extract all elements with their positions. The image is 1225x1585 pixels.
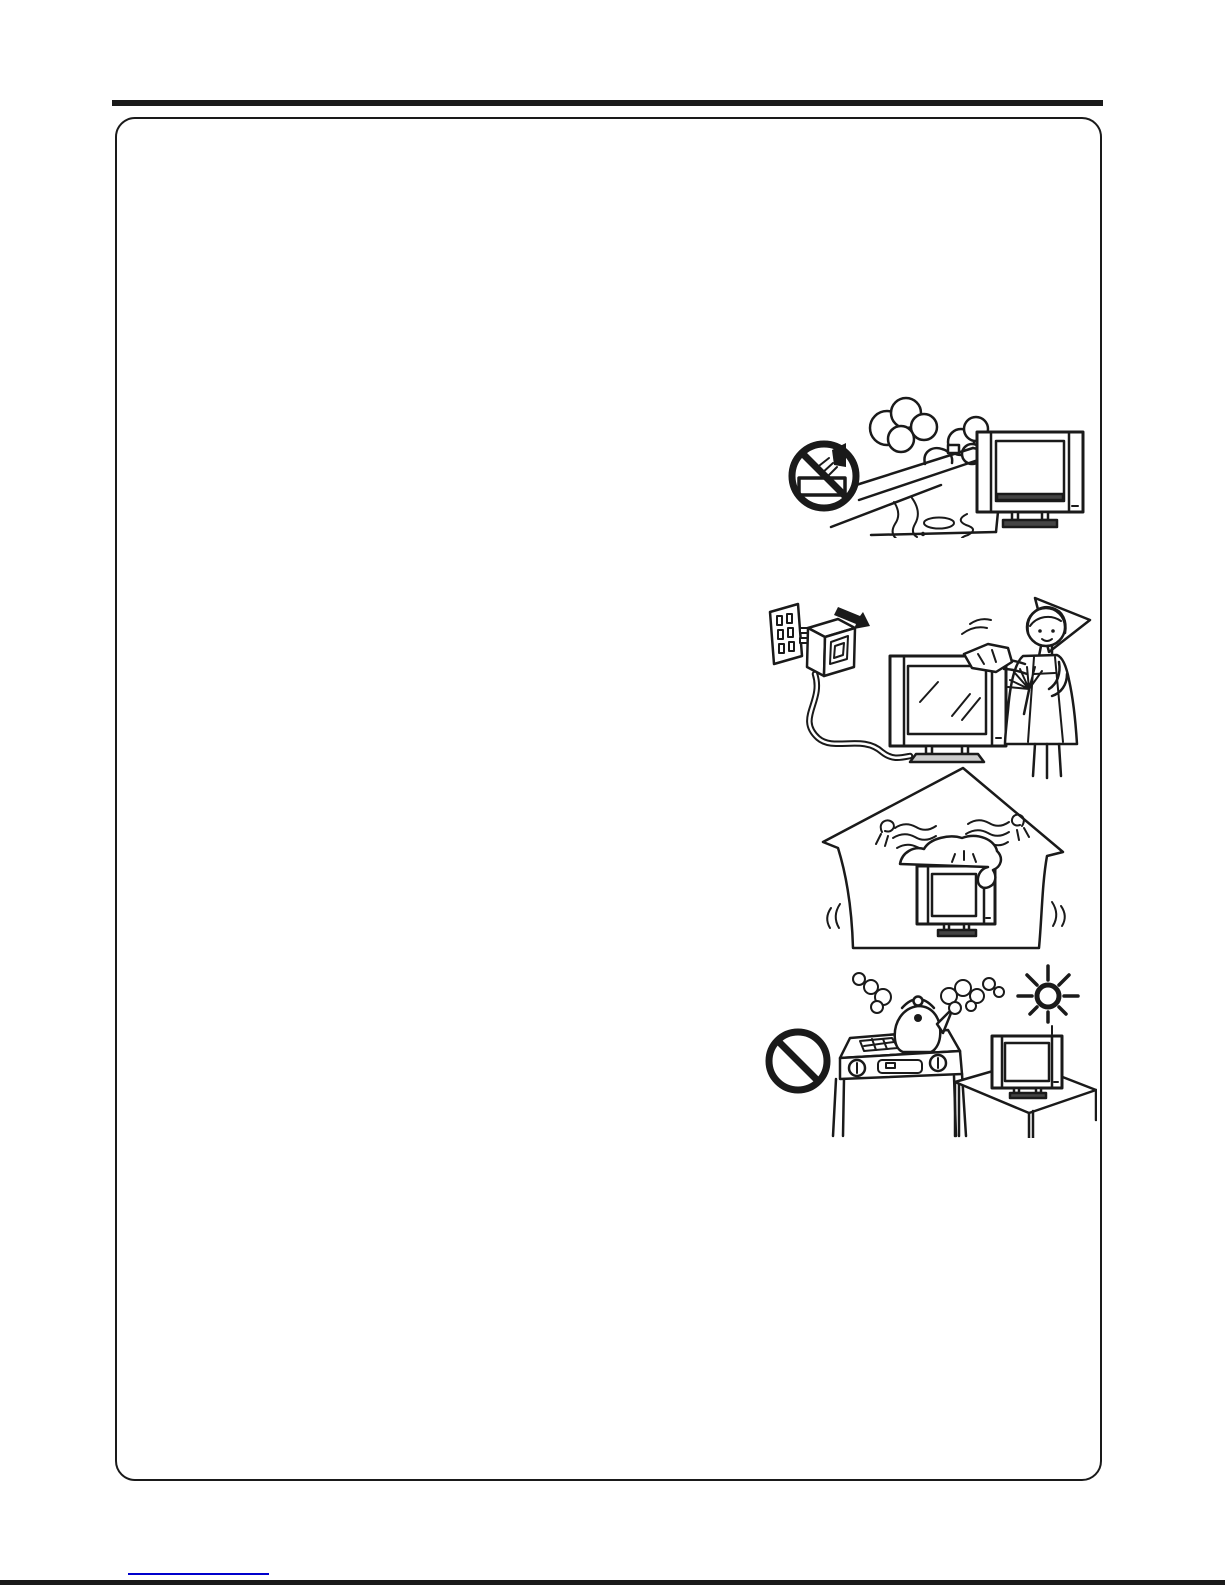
sun-icon [1018, 966, 1078, 1034]
tv-icon [992, 1036, 1062, 1098]
illustration-unplug-and-clean [758, 590, 1093, 780]
illustration-no-steam-water [775, 386, 1087, 538]
person-wiping-icon [999, 598, 1090, 778]
no-symbol-icon [769, 1032, 827, 1090]
no-symbol-icon [792, 443, 856, 508]
tv-icon [977, 432, 1083, 527]
footer-link-underline[interactable] [128, 1573, 269, 1575]
ac-adapter-plug-icon [800, 619, 855, 676]
cleaning-cloth-icon [962, 619, 1012, 672]
header-rule [112, 100, 1103, 106]
wall-outlet-icon [770, 604, 802, 664]
bottom-page-edge-bar [0, 1580, 1225, 1585]
illustration-no-heat-sunlight [752, 950, 1097, 1138]
illustration-no-cover-humidity [752, 758, 1092, 954]
